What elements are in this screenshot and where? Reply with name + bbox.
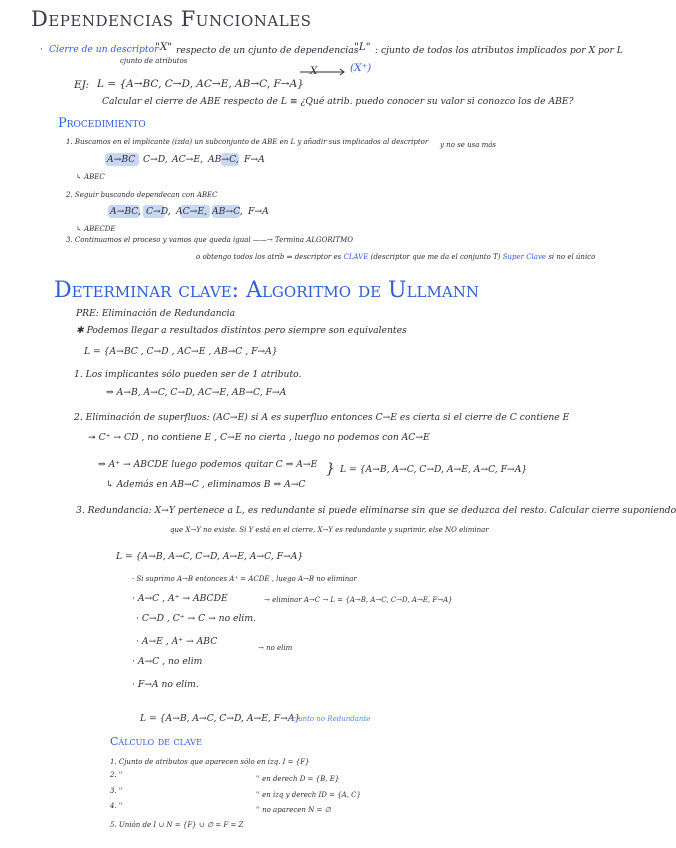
page-title: Dependencias Funcionales [31,7,312,31]
ull-p2b: ⇒ A⁺ → ABCDE luego podemos quitar C ⇒ A→E [98,459,318,470]
ull-final-set: L = {A→B, A→C, C→D, A→E, F→A} [140,713,301,724]
calcular-text: Calcular el cierre de ABE respecto de L ≡ ¿Qué atrib. puedo conocer su valor si conozco los de ABE? [102,96,574,107]
proc-step2: 2. Seguir buscando dependecan con ABEC [66,191,218,199]
red-step-3: · C→D , C⁺ → C → no elim. [136,613,256,624]
row2-dep-4: AB→C, [212,206,243,217]
cierre-label: Cierre de un descriptor [49,44,159,55]
red-step-4a: · A→E , A⁺ → ABC [136,636,218,647]
row1-dep-1: A→BC [107,154,136,165]
ull-p1-result: ⇒ A→B, A→C, C→D, AC→E, AB→C, F→A [106,387,287,398]
calc-step-2: '' en derech D = {B, E} [256,775,340,783]
cjto-atrib-note: cjunto de atributos [120,57,188,65]
ull-p2a: ↠ C⁺ → CD , no contiene E , C→E no cierta , luego no podemos con AC→E [88,432,430,443]
ull-l-set: L = {A→BC , C→D , AC→E , AB→C , F→A} [84,346,278,357]
proc-res2: ↳ ABECDE [76,225,116,233]
superclave-word: Super Clave [502,253,547,261]
row1-dep-4: AB→C, [208,154,239,165]
red-step-5: · A→C , no elim [132,656,203,667]
ull-p3: 3. Redundancia: X→Y pertenece a L, es redundante si puede eliminarse sin que se deduzca del resto. Calcular cierre suponiendo [76,505,676,516]
respecto-text: respecto de un cjunto de dependencias [176,45,359,56]
bullet: · [40,44,43,55]
clave-word: CLAVE [343,253,369,261]
red-step-1: · Si suprimo A→B entonces A⁺ = ACDE , luego A→B no eliminar [132,575,357,583]
ull-l-set-2: L = {A→B, A→C, C→D, A→E, A→C, F→A} [116,551,304,562]
ull-p2c: ↳ Además en AB→C , eliminamos B ⇒ A→C [106,479,306,490]
proc-step1: 1. Buscamos en el implicante (izda) un subconjunto de ABE en L y añadir sus implicados al descriptor [66,138,429,146]
ej-set: L = {A→BC, C→D, AC→E, AB→C, F→A} [97,78,304,90]
proc-step1b: y no se usa más [440,141,496,149]
row2-dep-1: A→BC, [110,206,141,217]
ej-label: EJ: [74,79,89,91]
descriptor-x: "X" [155,41,173,53]
ull-p3b: que X→Y no existe. Si Y está en el cierre, X→Y es redundante y suprimir, else NO eliminar [170,526,489,534]
ull-pre: PRE: Eliminación de Redundancia [76,308,236,319]
ullmann-heading: Determinar clave: Algoritmo de Ullmann [54,278,479,303]
calc-step-4-num: 4. '' [110,802,123,810]
step3b-end: si no el único [548,253,596,261]
calc-step-5: 5. Unión de I ∪ N = {F} ∪ ∅ = F = Z [110,821,244,829]
cierre-definicion: : cjunto de todos los atributos implicados por X por L [375,45,623,56]
procedimiento-heading: Procedimiento [58,116,146,131]
row1-dep-3: AC→E, [172,154,203,165]
ull-final-tag: cjunto no Redundante [292,715,371,723]
ull-p2-set: L = {A→B, A→C, C→D, A→E, A→C, F→A} [340,464,528,475]
red-step-2a: · A→C , A⁺ → ABCDE [132,593,228,604]
step3b-pre: o obtengo todos los atrib ⇒ descriptor es [196,253,342,261]
brace-icon: } [326,461,335,477]
arrow-right-xplus: (X⁺) [350,62,372,74]
calc-step-1: 1. Cjunto de atributos que aparecen sólo en izq. I = {F} [110,758,310,766]
step3b-mid: (descriptor que me da el conjunto T) [370,253,501,261]
ull-note: ✱ Podemos llegar a resultados distintos pero siempre son equivalentes [76,325,407,336]
calc-step-4: '' no aparecen N = ∅ [256,806,331,814]
ull-p1: 1. Los implicantes sólo pueden ser de 1 atributo. [74,369,302,380]
row1-dep-2: C→D, [143,154,168,165]
proc-res1: ↳ ABEC [76,173,105,181]
calc-step-3-num: 3. '' [110,787,123,795]
row2-dep-2: C→D, [146,206,171,217]
arrow-left-x: X [310,65,318,77]
proc-step3: 3. Continuamos el proceso y vamos que queda igual ——→ Termina ALGORITMO [66,236,353,244]
red-step-4b: → no elim [258,644,293,652]
ull-p2: 2. Eliminación de superfluos: (AC→E) si A es superfluo entonces C→E es cierta si el cierre de C contiene E [74,412,570,423]
row1-dep-5: F→A [244,154,265,165]
calc-step-3: '' en izq y derech ID = {A, C} [256,791,361,799]
row2-dep-5: F→A [248,206,269,217]
calc-step-2-num: 2. '' [110,771,123,779]
row2-dep-3: AC→E, [176,206,207,217]
red-step-2b: → eliminar A→C → L = {A→B, A→C, C→D, A→E, F→A} [264,596,453,604]
red-step-6: · F→A no elim. [132,679,199,690]
calculo-heading: Cálculo de clave [110,735,202,748]
set-l: "L" [354,41,371,53]
